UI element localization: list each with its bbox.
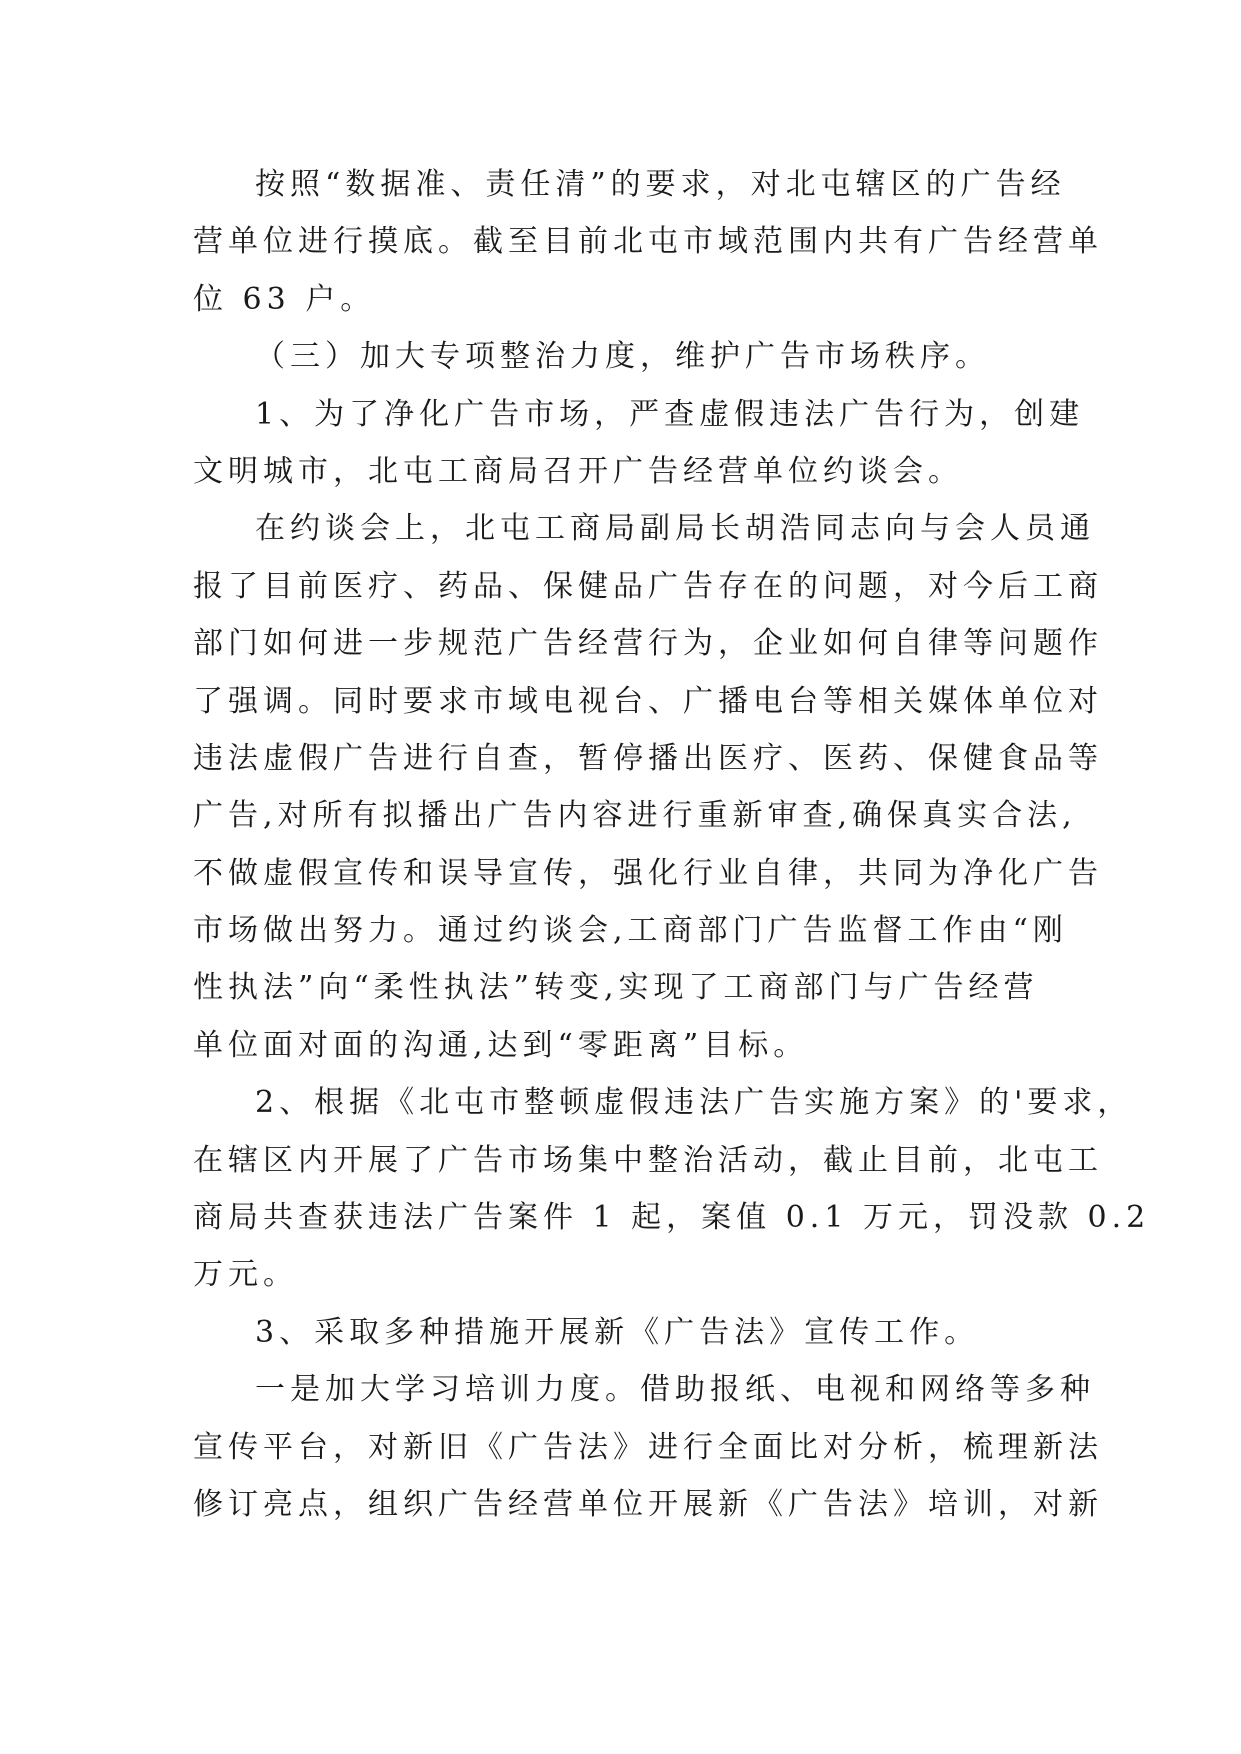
paragraph-line: 在辖区内开展了广告市场集中整治活动，截止目前，北屯工 — [193, 1142, 1103, 1178]
paragraph-line: 位 63 户。 — [193, 281, 376, 317]
paragraph-line: 了强调。同时要求市域电视台、广播电台等相关媒体单位对 — [193, 683, 1103, 719]
paragraph-line: 不做虚假宣传和误导宣传，强化行业自律，共同为净化广告 — [193, 855, 1103, 891]
paragraph-line: 报了目前医疗、药品、保健品广告存在的问题，对今后工商 — [193, 568, 1103, 604]
paragraph-line: 文明城市，北屯工商局召开广告经营单位约谈会。 — [193, 453, 963, 489]
paragraph-line: 单位面对面的沟通,达到“零距离”目标。 — [193, 1027, 809, 1063]
paragraph-line: 3、采取多种措施开展新《广告法》宣传工作。 — [255, 1314, 980, 1350]
document-body — [193, 156, 1151, 1533]
paragraph-line: 违法虚假广告进行自查，暂停播出医疗、医药、保健食品等 — [193, 740, 1103, 776]
paragraph-line: 万元。 — [193, 1257, 298, 1293]
paragraph-line: 商局共查获违法广告案件 1 起，案值 0.1 万元，罚没款 0.2 — [193, 1200, 1151, 1236]
paragraph-line: 1、为了净化广告市场，严查虚假违法广告行为，创建 — [255, 396, 1085, 432]
paragraph-line: 一是加大学习培训力度。借助报纸、电视和网络等多种 — [255, 1372, 1095, 1408]
section-heading: （三）加大专项整治力度，维护广告市场秩序。 — [255, 339, 990, 375]
paragraph-line: 按照“数据准、责任清”的要求，对北屯辖区的广告经 — [255, 167, 1066, 202]
paragraph-line: 2、根据《北屯市整顿虚假违法广告实施方案》的'要求， — [255, 1085, 1133, 1121]
paragraph-line: 部门如何进一步规范广告经营行为，企业如何自律等问题作 — [193, 626, 1103, 662]
paragraph-line: 广告,对所有拟播出广告内容进行重新审查,确保真实合法, — [193, 798, 1077, 834]
paragraph-line: 性执法”向“柔性执法”转变,实现了工商部门与广告经营 — [193, 970, 1039, 1006]
paragraph-line: 修订亮点，组织广告经营单位开展新《广告法》培训，对新 — [193, 1486, 1103, 1522]
paragraph-line: 营单位进行摸底。截至目前北屯市域范围内共有广告经营单 — [193, 224, 1103, 260]
paragraph-line: 在约谈会上，北屯工商局副局长胡浩同志向与会人员通 — [255, 511, 1095, 547]
paragraph-line: 宣传平台，对新旧《广告法》进行全面比对分析，梳理新法 — [193, 1429, 1103, 1465]
paragraph-line: 市场做出努力。通过约谈会,工商部门广告监督工作由“刚 — [193, 913, 1068, 949]
